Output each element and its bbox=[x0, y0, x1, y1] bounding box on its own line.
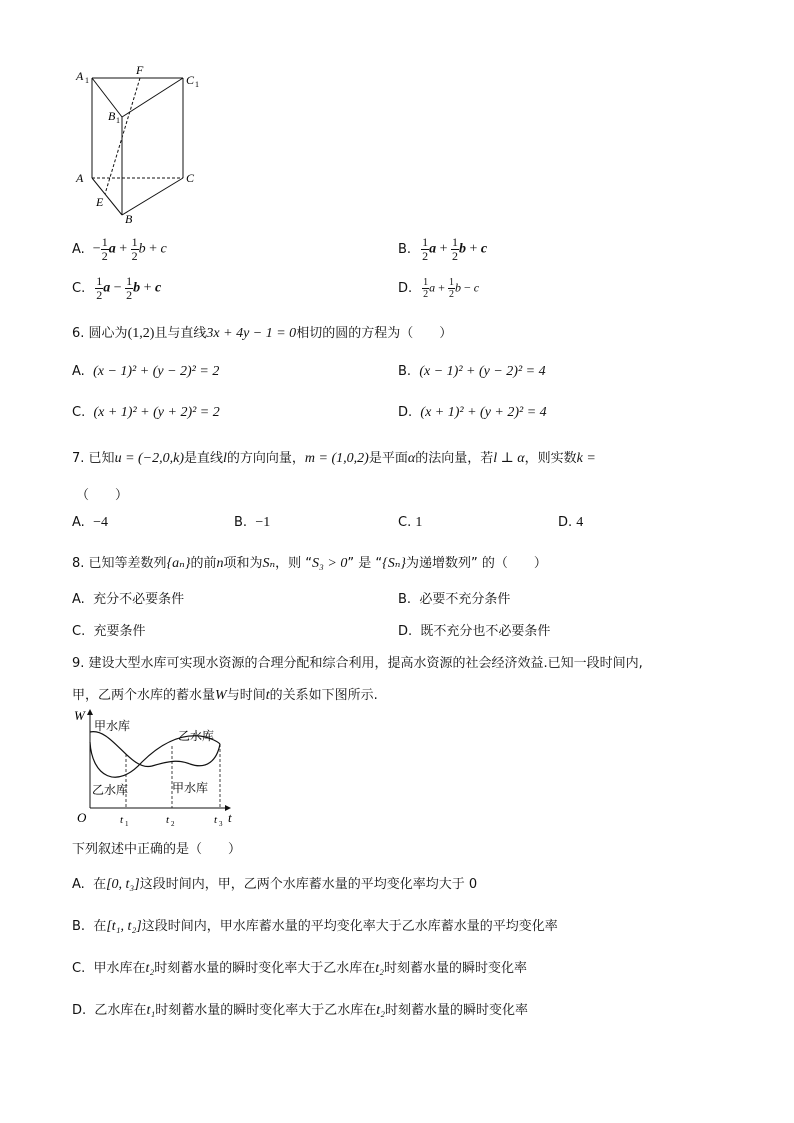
q6-stem: 6. 圆心为(1,2)且与直线3x + 4y − 1 = 0相切的圆的方程为（ ） bbox=[72, 326, 453, 341]
q5-option-c[interactable] bbox=[72, 271, 161, 305]
q6-option-a[interactable]: A. (x − 1)² + (y − 2)² = 2 bbox=[72, 364, 220, 379]
q6-option-d[interactable]: D. (x + 1)² + (y + 2)² = 4 bbox=[398, 405, 547, 420]
q9-option-a[interactable]: A. 在[0, t₃]这段时间内，甲，乙两个水库蓄水量的平均变化率均大于 0 bbox=[72, 877, 478, 892]
q6-option-c[interactable]: C. (x + 1)² + (y + 2)² = 2 bbox=[72, 405, 220, 420]
svg-text:2: 2 bbox=[171, 820, 175, 828]
svg-text:1: 1 bbox=[195, 80, 199, 89]
q8-option-d[interactable]: D. 既不充分也不必要条件 bbox=[398, 624, 551, 639]
q9-prompt: 下列叙述中正确的是（ ） bbox=[72, 842, 242, 857]
q5-option-c-expr: $\frac{1}{2}$ a − $\frac{1}{2}$ b + c bbox=[96, 273, 162, 302]
label-C1: C bbox=[186, 73, 195, 87]
q7-paren: （ ） bbox=[76, 488, 129, 503]
svg-text:3: 3 bbox=[219, 820, 223, 828]
q7-option-c[interactable]: C. 1 bbox=[398, 515, 423, 530]
option-letter: D. bbox=[398, 280, 413, 296]
q7-stem: 7. 已知u = (−2,0,k)是直线l的方向向量，m = (1,0,2)是平面α的法向量，若l ⊥ α，则实数k = bbox=[72, 451, 596, 466]
q9-option-c[interactable]: C. 甲水库在t₂时刻蓄水量的瞬时变化率大于乙水库在t₂时刻蓄水量的瞬时变化率 bbox=[72, 961, 528, 976]
tick-t3: t bbox=[214, 814, 218, 826]
q9-stem-line1: 9. 建设大型水库可实现水资源的合理分配和综合利用，提高水资源的社会经济效益.已知一段时间内, bbox=[72, 656, 643, 671]
label-yi-bottom: 乙水库 bbox=[92, 783, 129, 797]
svg-text:1: 1 bbox=[125, 820, 129, 828]
q9-option-b[interactable]: B. 在[t₁, t₂]这段时间内，甲水库蓄水量的平均变化率大于乙水库蓄水量的平均变化率 bbox=[72, 919, 558, 934]
label-A1: A bbox=[76, 69, 84, 83]
q5-option-b-expr: $\frac{1}{2}$ a + $\frac{1}{2}$ b + c bbox=[422, 234, 488, 263]
svg-text:1: 1 bbox=[85, 76, 89, 85]
q5-option-a[interactable] bbox=[72, 232, 167, 266]
q5-option-d-expr: $\frac{1}{2}$ a + $\frac{1}{2}$ b − c bbox=[423, 276, 480, 300]
label-B: B bbox=[125, 212, 133, 226]
q7-option-a[interactable]: A. −4 bbox=[72, 515, 108, 530]
q8-stem: 8. 已知等差数列{aₙ}的前n项和为Sₙ，则 “S₃ > 0” 是 “{Sₙ}为递增数列” 的（ ） bbox=[72, 556, 547, 571]
label-E: E bbox=[96, 195, 104, 209]
prism-figure bbox=[70, 60, 210, 230]
q5-option-d[interactable] bbox=[398, 271, 479, 305]
label-C: C bbox=[186, 171, 195, 185]
axis-label-W: W bbox=[74, 708, 85, 723]
label-F: F bbox=[136, 63, 144, 77]
q7-option-b[interactable]: B. −1 bbox=[234, 515, 271, 530]
svg-text:1: 1 bbox=[116, 116, 120, 125]
label-jia-bottom: 甲水库 bbox=[172, 781, 209, 795]
reservoir-graph bbox=[72, 702, 242, 832]
q5-option-b[interactable] bbox=[398, 232, 487, 266]
q8-option-b[interactable]: B. 必要不充分条件 bbox=[398, 592, 511, 607]
tick-t2: t bbox=[166, 814, 170, 826]
label-jia-top: 甲水库 bbox=[94, 719, 131, 733]
tick-t1: t bbox=[120, 814, 124, 826]
label-B1: B bbox=[108, 109, 116, 123]
q9-option-d[interactable]: D. 乙水库在t₁时刻蓄水量的瞬时变化率大于乙水库在t₂时刻蓄水量的瞬时变化率 bbox=[72, 1003, 528, 1018]
q6-option-b[interactable]: B. (x − 1)² + (y − 2)² = 4 bbox=[398, 364, 546, 379]
q8-option-c[interactable]: C. 充要条件 bbox=[72, 624, 146, 639]
q8-option-a[interactable]: A. 充分不必要条件 bbox=[72, 592, 185, 607]
option-letter: C. bbox=[72, 280, 86, 296]
option-letter: B. bbox=[398, 241, 412, 257]
option-letter: A. bbox=[72, 241, 85, 257]
q9-stem-line2: 甲，乙两个水库的蓄水量W与时间t的关系如下图所示. bbox=[72, 688, 378, 703]
label-yi-top: 乙水库 bbox=[178, 729, 215, 743]
label-A: A bbox=[76, 171, 84, 185]
axis-label-O: O bbox=[77, 810, 87, 825]
q5-option-a-expr: − $\frac{1}{2}$ a + $\frac{1}{2}$ b + c bbox=[92, 234, 167, 263]
axis-label-t: t bbox=[228, 810, 232, 825]
q7-option-d[interactable]: D. 4 bbox=[558, 515, 584, 530]
